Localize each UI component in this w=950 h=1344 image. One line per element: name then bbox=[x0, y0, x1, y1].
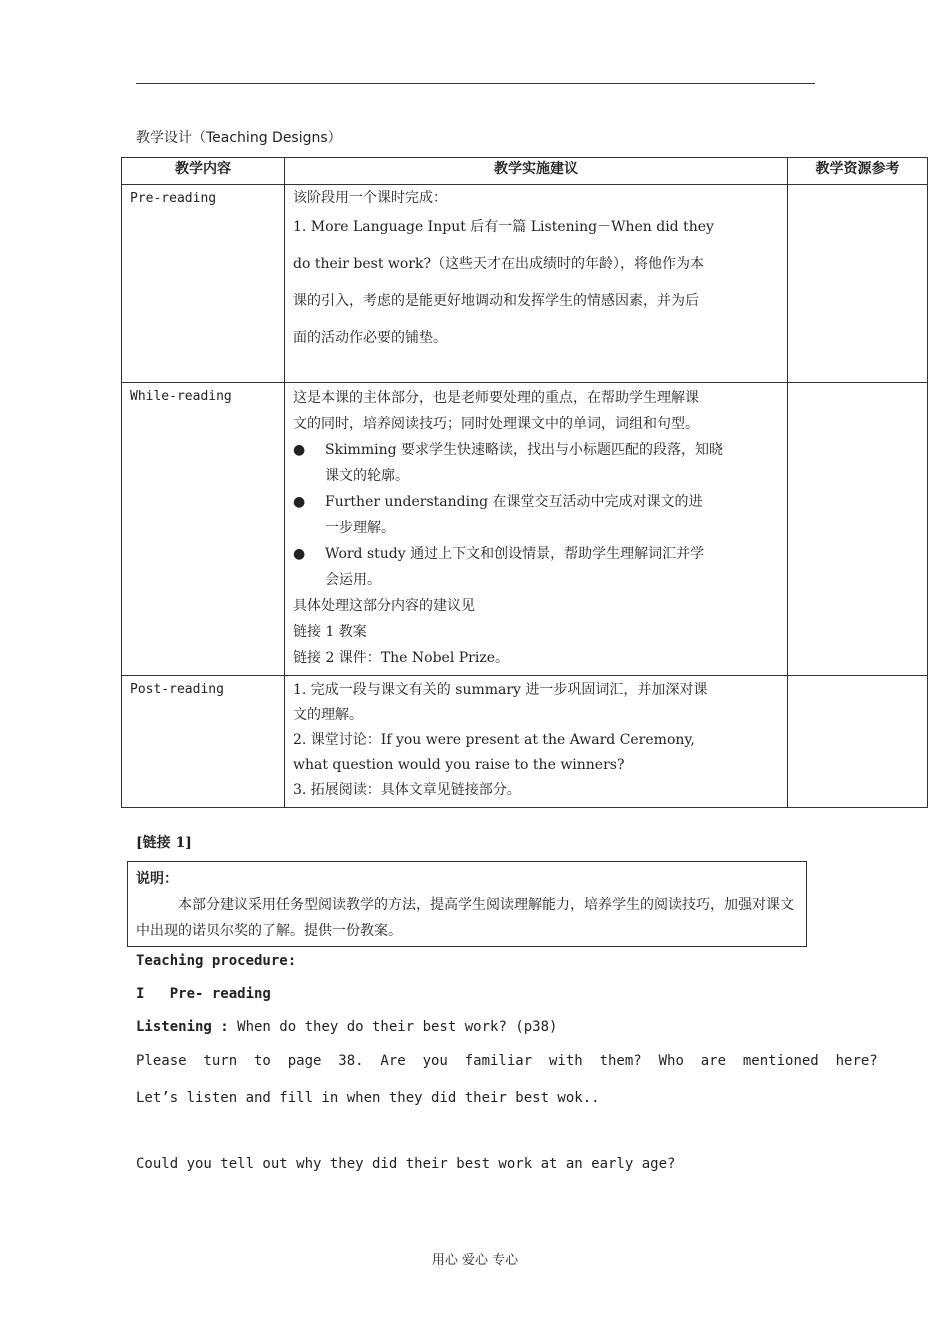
text-line: 1. More Language Input 后有一篇 Listening－When did they bbox=[293, 219, 714, 235]
page-footer: 用心 爱心 专心 bbox=[431, 1253, 519, 1268]
link-text: 链接 2 课件：The Nobel Prize。 bbox=[293, 650, 510, 666]
header-suggestions: 教学实施建议 bbox=[285, 158, 788, 185]
text-line: Further understanding 在课堂交互活动中完成对课文的进 bbox=[325, 494, 703, 510]
stage-cell: Post-reading bbox=[122, 676, 285, 808]
teaching-design-table bbox=[121, 157, 928, 808]
suggestion-cell bbox=[285, 383, 788, 676]
bullet-item bbox=[293, 489, 779, 541]
paragraph-line: Let’s listen and fill in when they did their best wok.. bbox=[136, 1090, 600, 1106]
paragraph-line: Could you tell out why they did their best work at an early age? bbox=[136, 1156, 676, 1172]
text-line: 一步理解。 bbox=[325, 520, 395, 536]
text-line: 面的活动作必要的铺垫。 bbox=[293, 330, 447, 346]
table-row bbox=[122, 676, 928, 808]
text-line: 会运用。 bbox=[325, 572, 381, 588]
link-text: 链接 1 教案 bbox=[293, 624, 367, 640]
suggestion-cell bbox=[285, 185, 788, 383]
table-row bbox=[122, 383, 928, 676]
text-line: 2. 课堂讨论：If you were present at the Award Ceremony, bbox=[293, 732, 695, 748]
table-row bbox=[122, 185, 928, 383]
bullet-icon: ● bbox=[293, 442, 306, 458]
text-line: Skimming 要求学生快速略读，找出与小标题匹配的段落，知晓 bbox=[325, 442, 724, 458]
procedure-heading: Teaching procedure: bbox=[136, 953, 297, 969]
text-line: 1. 完成一段与课文有关的 summary 进一步巩固词汇，并加深对课 bbox=[293, 682, 708, 698]
bullet-icon: ● bbox=[293, 494, 306, 510]
listening-line bbox=[136, 1019, 557, 1035]
text-line: 文的同时，培养阅读技巧；同时处理课文中的单词，词组和句型。 bbox=[293, 416, 699, 432]
stage-cell: Pre-reading bbox=[122, 185, 285, 383]
listening-label: Listening : bbox=[136, 1019, 229, 1035]
stage-heading: I Pre- reading bbox=[136, 986, 271, 1002]
text-line: 课的引入，考虑的是能更好地调动和发挥学生的情感因素，并为后 bbox=[293, 293, 699, 309]
paragraph-line: Please turn to page 38. Are you familiar with them? Who are mentioned here? bbox=[136, 1053, 878, 1069]
header-rule bbox=[136, 83, 815, 84]
resource-cell bbox=[788, 383, 928, 676]
bullet-item bbox=[293, 437, 779, 489]
section-title: 教学设计（Teaching Designs） bbox=[136, 130, 342, 146]
bullet-item bbox=[293, 541, 779, 593]
header-content: 教学内容 bbox=[122, 158, 285, 185]
suggestion-cell bbox=[285, 676, 788, 808]
resource-cell bbox=[788, 676, 928, 808]
link-heading: [链接 1] bbox=[136, 835, 192, 851]
text-line: 该阶段用一个课时完成： bbox=[293, 190, 447, 206]
header-resources: 教学资源参考 bbox=[788, 158, 928, 185]
stage-cell: While-reading bbox=[122, 383, 285, 676]
text-line: 具体处理这部分内容的建议见 bbox=[293, 598, 475, 614]
note-box bbox=[127, 861, 807, 947]
resource-cell bbox=[788, 185, 928, 383]
text-line: 课文的轮廓。 bbox=[325, 468, 409, 484]
listening-text: When do they do their best work? (p38) bbox=[228, 1019, 558, 1035]
text-line: what question would you raise to the winners? bbox=[293, 757, 625, 773]
text-line: Word study 通过上下文和创设情景，帮助学生理解词汇并学 bbox=[325, 546, 705, 562]
text-line: 这是本课的主体部分，也是老师要处理的重点，在帮助学生理解课 bbox=[293, 390, 699, 406]
text-line: 文的理解。 bbox=[293, 707, 363, 723]
table-header-row bbox=[122, 158, 928, 185]
text-line: do their best work?（这些天才在出成绩时的年龄），将他作为本 bbox=[293, 256, 704, 272]
note-body: 本部分建议采用任务型阅读教学的方法，提高学生阅读理解能力，培养学生的阅读技巧，加强对课文中出现的诺贝尔奖的了解。提供一份教案。 bbox=[136, 897, 794, 939]
note-title: 说明： bbox=[136, 871, 178, 887]
text-line: 3. 拓展阅读：具体文章见链接部分。 bbox=[293, 782, 521, 798]
bullet-icon: ● bbox=[293, 546, 306, 562]
